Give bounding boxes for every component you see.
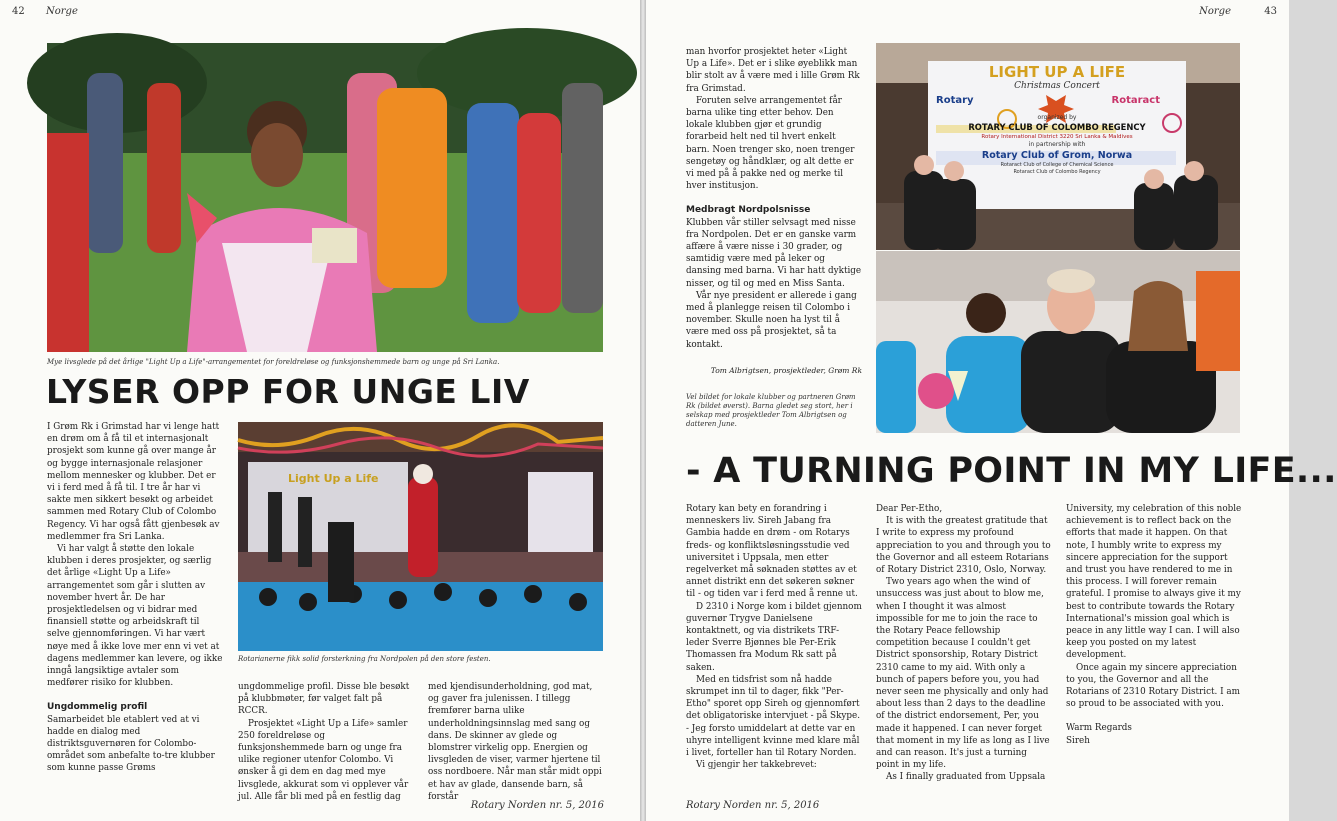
banner-line2: Rotaract Club of Colombo Regency	[1013, 169, 1101, 175]
paragraph: University, my celebration of this noble achievement is to reflect back on the efforts that made it happen. On that note, I humbly write to express my sincere appreciation for the support and trust you have rendered to me in this process. I will forever remain grateful. I promise to always give it my best to contribute towards the Rotary International's mission goal which is peace in any little way I can. I will also keep you posted on my latest development.	[1066, 504, 1242, 661]
paragraph: Klubben vår stiller selvsagt med nisse fra Nordpolen. Det er en ganske varm affære å være nisse i 30 grader, og samtidig være med på leker og dansing med barna. Vi har hatt dyktige nisser, og til og med en Miss Santa.	[686, 217, 862, 289]
banner-text-overlay	[928, 63, 1186, 211]
paragraph: Samarbeidet ble etablert ved at vi hadde en dialog med distriktsguvernøren for Colombo-området som anbefalte to-tre klubber som kunne passe Grøms	[47, 714, 215, 774]
banner-club: ROTARY CLUB OF COLOMBO REGENCY	[968, 122, 1146, 132]
letter-col-2	[1066, 503, 1242, 788]
paragraph: Med en tidsfrist som nå hadde skrumpet inn til to dager, fikk "Per-Etho" sporet opp Sireh og gjennomført det obligatoriske intervjuet - på Skype. - Jeg forsto umiddelart at dette var en uhyre intelligent kvinne med klare mål i livet, forteller han til Rotary Norden.	[686, 674, 861, 759]
banner-partnership: in partnership with	[1028, 141, 1086, 148]
stage-santa-photo	[238, 422, 603, 651]
banner-line1: Rotaract Club of College of Chemical Science	[1000, 162, 1114, 168]
section-label-left: Norge	[46, 6, 78, 17]
headline-right: - A TURNING POINT IN MY LIFE...	[686, 451, 1337, 491]
stage-banner-text: Light Up a Life	[288, 472, 379, 485]
paragraph: Vår nye president er allerede i gang med å planlegge reisen til Colombo i november. Skulle noen ha lyst til å være med oss på prosjektet, så ta kontakt.	[686, 290, 857, 350]
paragraph: Foruten selve arrangementet får barna ulike ting etter behov. Den lokale klubben gjør et grundig forarbeid helt ned til hvert enkelt barn. Noen trenger sko, noen trenger sengetøy og håndklær, og alt dette er vi med på å pakke ned og merke til hver institusjon.	[686, 95, 855, 192]
left-page	[0, 0, 640, 821]
page-number-left: 42	[12, 6, 25, 17]
banner-partner: Rotary Club of Grom, Norwa	[981, 150, 1133, 161]
paragraph: I Grøm Rk i Grimstad har vi lenge hatt en drøm om å få til et internasjonalt prosjekt som kunne gå over mange år og bygge internasjonale relasjoner mellom mennesker og klubber. Det er vi i ferd med å få til. I tre år har vi sakte men sikkert besøkt og arbeidet sammen med Rotary Club of Colombo Regency. Vi har også fått gjenbesøk av medlemmer fra Sri Lanka.	[47, 422, 220, 542]
banner-subtitle: Christmas Concert	[1014, 81, 1100, 91]
banner-district: Rotary International District 3220 Sri Lanka & Maldives	[981, 134, 1133, 140]
paragraph: As I finally graduated from Uppsala	[886, 772, 1046, 783]
paragraph: Rotary kan bety en forandring i menneskers liv. Sireh Jabang fra Gambia hadde en drøm - om Rotarys freds- og konfliktsløsningsstudie ved universitet i Uppsala, men etter regelverket må søknaden støttes av et annet distrikt enn det søkeren søkner til - og tiden var i ferd med å renne ut.	[686, 504, 858, 600]
paragraph: Vi har valgt å støtte den lokale klubben i deres prosjekter, og særlig det årlige «Light Up a Life» arrangementet som går i slutten av november hvert år. De har prosjektledelsen og vi bidrar med finansiell støtte og arbeidskraft til selve gjennomføringen. Vi har vært nøye med å ikke love mer enn vi vet at dagens medlemmer kan levere, og ikke inngå langsiktige avtaler som medfører risiko for klubben.	[47, 544, 223, 689]
article-col-3	[428, 681, 603, 801]
letter-col-1	[876, 503, 1052, 788]
article-col-1	[47, 421, 223, 801]
section-label-right: Norge	[1199, 6, 1231, 17]
paragraph: D 2310 i Norge kom i bildet gjennom guvernør Trygve Danielsene kontaktnett, og via distrikets TRF-leder Sverre Bjønnes ble Per-Erik Thomassen fra Modum Rk satt på saken.	[686, 601, 862, 673]
closing: Warm Regards	[1066, 723, 1132, 734]
photo-caption-right: Vel bildet for lokale klubber og partneren Grøm Rk (bildet øverst). Barna gledet seg stort, her i selskap med prosjektleder Tom Albrigtsen og datteren June.	[686, 393, 856, 428]
signoff: Sireh	[1066, 735, 1090, 746]
children-santa-photo	[876, 251, 1240, 433]
paragraph: Two years ago when the wind of unsuccess was just about to blow me, when I thought it was almost impossible for me to join the race to the Rotary Peace fellowship competition because I couldn't get District sponsorship, Rotary District 2310 came to my aid. With only a bunch of papers before you, you had never seen me physically and only had about less than 2 days to the deadline of the district endorsement, Per, you made it happened. I can never forget that moment in my life as long as I live and can reason. It's just a turning point in my life.	[876, 577, 1050, 771]
paragraph: Once again my sincere appreciation to you, the Governor and all the Rotarians of 2310 Rotary District. I am so proud to be associated with you.	[1066, 662, 1240, 710]
banner-title: LIGHT UP A LIFE	[988, 63, 1126, 81]
subheading: Ungdommelig profil	[47, 702, 148, 713]
photo-caption-1: Mye livsglede på det årlige "Light Up a Life"-arrangementet for foreldreløse og funksjonshemmede barn og unge på Sri Lanka.	[47, 358, 500, 366]
article-col-r1	[686, 503, 862, 788]
paragraph: Dear Per-Etho,	[876, 504, 943, 514]
signature: Tom Albrigtsen, prosjektleder, Grøm Rk	[710, 365, 862, 375]
paragraph: med kjendisunderholdning, god mat, og gaver fra julenissen. I tillegg fremfører barna ulike underholdningsinnslag med sang og dans. De skinner av glede og blomstrer virkelig opp. Energien og livsgleden de viser, varmer hjertene til oss nordboere. Når man står midt oppi et hav av glade, dansende barn, så forstår	[428, 682, 602, 802]
rotaract-logo-text: Rotaract	[1111, 95, 1160, 106]
article-col-2	[238, 681, 412, 801]
paragraph: Vi gjengir her takkebrevet:	[696, 760, 817, 771]
subheading: Medbragt Nordpolsnisse	[686, 205, 811, 216]
banner-organized: organized by	[1037, 114, 1077, 121]
girl-festival-photo	[47, 43, 603, 352]
article-col-top	[686, 46, 862, 375]
rotary-logo-text: Rotary	[936, 95, 974, 106]
footer-right: Rotary Norden nr. 5, 2016	[686, 800, 820, 811]
paragraph: man hvorfor prosjektet heter «Light Up a Life». Det er i slike øyeblikk man blir stolt av å være med i lille Grøm Rk fra Grimstad.	[686, 47, 860, 94]
paragraph: ungdommelige profil. Disse ble besøkt på klubbmøter, før valget falt på RCCR.	[238, 682, 410, 717]
headline-left: LYSER OPP FOR UNGE LIV	[46, 372, 530, 411]
paragraph: It is with the greatest gratitude that I write to express my profound appreciation to you and through you to the Governor and all esteem Rotarians of Rotary District 2310, Oslo, Norway.	[876, 516, 1051, 576]
footer-left: Rotary Norden nr. 5, 2016	[470, 800, 604, 811]
right-page	[646, 0, 1337, 821]
photo-caption-2: Rotarianerne fikk solid forsterkning fra Nordpolen på den store festen.	[238, 655, 491, 663]
paragraph: Prosjektet «Light Up a Life» samler 250 foreldreløse og funksjonshemmede barn og unge fra ulike regioner utenfor Colombo. Vi ønsker å gi dem en dag med mye livsglede, akkurat som vi opplever vår jul. Alle får bli med på en festlig dag	[238, 718, 409, 802]
page-number-right: 43	[1264, 6, 1277, 17]
